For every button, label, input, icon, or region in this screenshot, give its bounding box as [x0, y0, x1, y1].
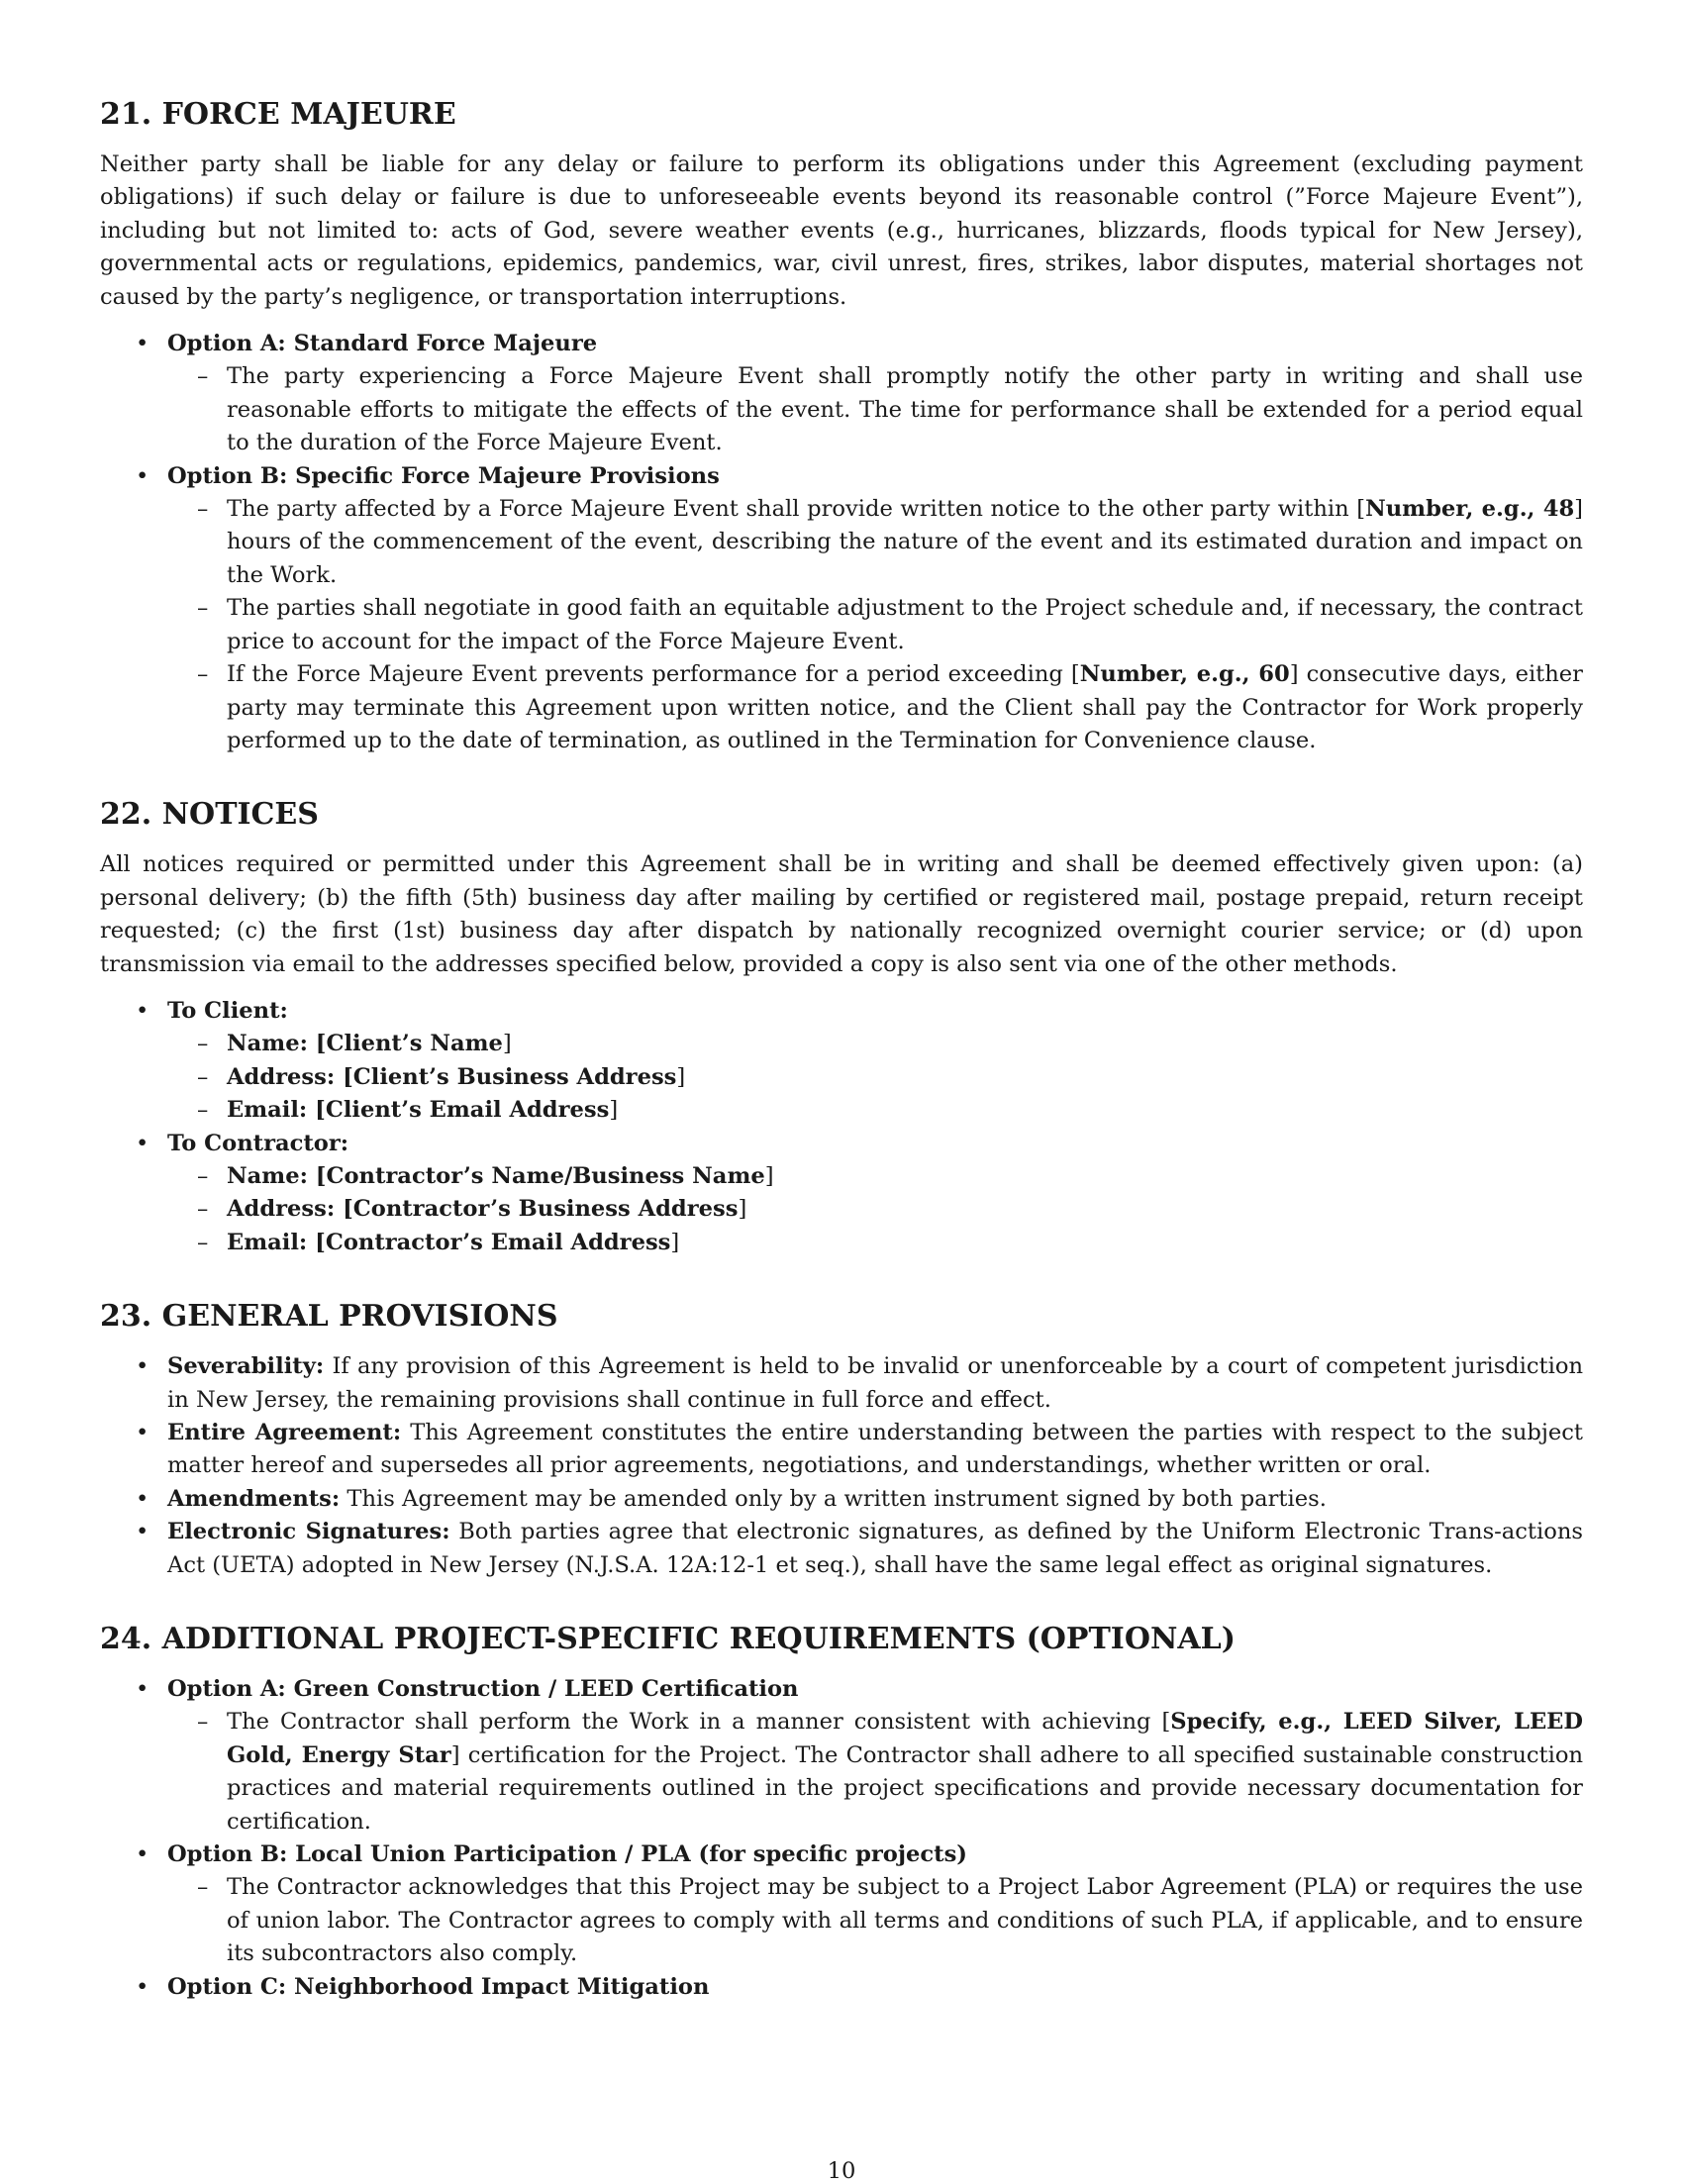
placeholder-value: [Client’s Email Address	[315, 1097, 610, 1124]
field-label: Name:	[227, 1162, 316, 1189]
bullet-icon: •	[136, 1973, 149, 2000]
list-item	[100, 1350, 1583, 1417]
field-label: Email:	[227, 1097, 316, 1124]
field-label: Name:	[227, 1031, 316, 1057]
sub-list	[167, 1028, 1583, 1127]
section-21-options	[100, 328, 1583, 757]
dash-icon: –	[197, 1229, 209, 1255]
dash-icon: –	[197, 1162, 209, 1189]
page-number: 10	[827, 2158, 856, 2184]
bullet-icon: •	[136, 331, 149, 357]
bullet-icon: •	[136, 462, 149, 489]
provision-label: Severability:	[167, 1353, 325, 1380]
bullet-icon: •	[136, 1130, 149, 1156]
list-item: – Email: [Contractor’s Email Address]	[167, 1227, 1583, 1259]
provision-label: Electronic Signatures:	[167, 1519, 450, 1545]
recipient-label: To Contractor:	[167, 1130, 349, 1156]
recipient-label: To Client:	[167, 997, 288, 1024]
provision-text: Both parties agree that electronic signatures, as defined by the Uniform Electronic Trans-actions Act (UETA) adopted in New Jersey (N.J.S.A. 12A:12-1 et seq.), shall have the same legal effect as original signatures.	[167, 1519, 1583, 1578]
section-22-recipients	[100, 995, 1583, 1259]
placeholder-value: [Contractor’s Email Address	[315, 1229, 671, 1255]
list-item	[167, 493, 1583, 592]
list-item-text: ] consecutive days, either party may terminate this Agreement upon written notice, and the Client shall pay the Contractor for Work properly performed up to the date of termination, as outlined in the Termination for Convenience clause.	[227, 661, 1583, 753]
list-item	[167, 658, 1583, 757]
dash-icon: –	[197, 1196, 209, 1223]
sub-list	[167, 360, 1583, 459]
list-item	[100, 1128, 1583, 1260]
provision-label: Entire Agreement:	[167, 1420, 402, 1445]
list-item-text: The Contractor shall perform the Work in a manner consistent with achieving [	[227, 1709, 1171, 1736]
field-label: Email:	[227, 1229, 316, 1255]
placeholder-value: [Contractor’s Business Address	[343, 1196, 739, 1223]
list-item	[100, 1516, 1583, 1582]
section-23-heading: 23. GENERAL PROVISIONS	[100, 1299, 558, 1335]
field-label: Address:	[227, 1196, 344, 1223]
bullet-icon: •	[136, 1485, 149, 1512]
list-item-text: The Contractor acknowledges that this Project may be subject to a Project Labor Agreement (PLA) or requires the use of union labor. The Contractor agrees to comply with all terms and conditions of such PLA, if applicable, and to ensure its subcontractors also comply.	[227, 1874, 1583, 1967]
dash-icon: –	[197, 1709, 209, 1736]
placeholder-value: [Contractor’s Name/Business Name	[315, 1162, 765, 1189]
provision-text: If any provision of this Agreement is held to be invalid or unenforceable by a court of competent jurisdiction in New Jersey, the remaining provisions shall continue in full force and effect.	[167, 1353, 1583, 1413]
list-item: – Address: [Client’s Business Address]	[167, 1061, 1583, 1094]
dash-icon: –	[197, 1031, 209, 1057]
placeholder-value: Number, e.g., 48	[1365, 496, 1575, 523]
dash-icon: –	[197, 595, 209, 622]
list-item: – Name: [Client’s Name]	[167, 1028, 1583, 1060]
section-22-intro: All notices required or permitted under this Agreement shall be in writing and shall be deemed effectively given upon: (a) personal delivery; (b) the fifth (5th) business day after mailing by certified or registered mail, postage prepaid, return receipt requested; (c) the first (1st) business day after dispatch by nationally recognized overnight courier service; or (d) upon transmission via email to the addresses specified below, provided a copy is also sent via one of the other methods.	[100, 851, 1583, 977]
sub-list	[167, 1871, 1583, 1970]
list-item	[100, 328, 1583, 460]
list-item-text: The parties shall negotiate in good faith an equitable adjustment to the Project schedule and, if necessary, the contract price to account for the impact of the Force Majeure Event.	[227, 595, 1583, 654]
option-label: Option A: Green Construction / LEED Certification	[167, 1676, 799, 1703]
option-label: Option C: Neighborhood Impact Mitigation	[167, 1973, 710, 2000]
bullet-icon: •	[136, 997, 149, 1024]
list-item-text: The party affected by a Force Majeure Event shall provide written notice to the other party within [	[227, 496, 1366, 523]
section-24-heading: 24. ADDITIONAL PROJECT-SPECIFIC REQUIREMENTS (OPTIONAL)	[100, 1622, 1236, 1657]
bullet-icon: •	[136, 1519, 149, 1545]
option-label: Option B: Specific Force Majeure Provisions	[167, 462, 720, 489]
field-label: Address:	[227, 1063, 344, 1090]
section-23-provisions	[100, 1350, 1583, 1582]
provision-label: Amendments:	[167, 1485, 341, 1512]
list-item	[167, 1706, 1583, 1838]
sub-list	[167, 1706, 1583, 1838]
provision-text: This Agreement may be amended only by a written instrument signed by both parties.	[340, 1485, 1327, 1512]
list-item-text: ] certification for the Project. The Contractor shall adhere to all specified sustainable construction practices and material requirements outlined in the project specifications and provide necessary documentation for certification.	[227, 1741, 1583, 1835]
list-item	[100, 1483, 1583, 1516]
list-item	[167, 592, 1583, 658]
section-21-heading: 21. FORCE MAJEURE	[100, 97, 456, 132]
sub-list	[167, 493, 1583, 757]
bullet-icon: •	[136, 1420, 149, 1445]
provision-text: This Agreement constitutes the entire understanding between the parties with respect to the subject matter hereof and supersedes all prior agreements, negotiations, and understandings, whether written or oral.	[167, 1420, 1583, 1479]
list-item	[100, 1417, 1583, 1483]
placeholder-value: [Client’s Name	[315, 1031, 503, 1057]
list-item-text: ] hours of the commencement of the event, describing the nature of the event and its estimated duration and impact on the Work.	[227, 496, 1583, 588]
bullet-icon: •	[136, 1676, 149, 1703]
list-item	[167, 1871, 1583, 1970]
bullet-icon: •	[136, 1353, 149, 1380]
dash-icon: –	[197, 1097, 209, 1124]
placeholder-value: [Client’s Business Address	[343, 1063, 677, 1090]
document-page	[100, 95, 1583, 2004]
dash-icon: –	[197, 496, 209, 523]
list-item-text: If the Force Majeure Event prevents performance for a period exceeding [	[227, 661, 1080, 688]
list-item	[167, 360, 1583, 459]
list-item	[100, 995, 1583, 1128]
placeholder-value: Specify, e.g., LEED Silver, LEED Gold, Energy Star	[227, 1709, 1583, 1768]
list-item: – Address: [Contractor’s Business Address]	[167, 1193, 1583, 1226]
list-item	[100, 1971, 1583, 2004]
option-label: Option B: Local Union Participation / PLA (for specific projects)	[167, 1841, 967, 1868]
sub-list	[167, 1160, 1583, 1259]
list-item	[100, 460, 1583, 758]
dash-icon: –	[197, 661, 209, 688]
placeholder-value: Number, e.g., 60	[1079, 661, 1290, 688]
dash-icon: –	[197, 1874, 209, 1901]
list-item	[100, 1673, 1583, 1838]
option-label: Option A: Standard Force Majeure	[167, 331, 598, 357]
list-item: – Name: [Contractor’s Name/Business Name]	[167, 1160, 1583, 1193]
section-22-heading: 22. NOTICES	[100, 797, 319, 833]
list-item	[100, 1838, 1583, 1971]
list-item: – Email: [Client’s Email Address]	[167, 1094, 1583, 1127]
section-24-options	[100, 1673, 1583, 2004]
dash-icon: –	[197, 363, 209, 390]
section-21-intro: Neither party shall be liable for any delay or failure to perform its obligations under this Agreement (excluding payment obligations) if such delay or failure is due to unforeseeable events beyond its reasonable control (”Force Majeure Event”), including but not limited to: acts of God, severe weather events (e.g., hurricanes, blizzards, floods typical for New Jersey), governmental acts or regulations, epidemics, pandemics, war, civil unrest, fires, strikes, labor disputes, material shortages not caused by the party’s negligence, or transportation interruptions.	[100, 151, 1583, 310]
dash-icon: –	[197, 1063, 209, 1090]
list-item-text: The party experiencing a Force Majeure Event shall promptly notify the other party in writing and shall use reasonable efforts to mitigate the effects of the event. The time for performance shall be extended for a period equal to the duration of the Force Majeure Event.	[227, 363, 1583, 456]
bullet-icon: •	[136, 1841, 149, 1868]
